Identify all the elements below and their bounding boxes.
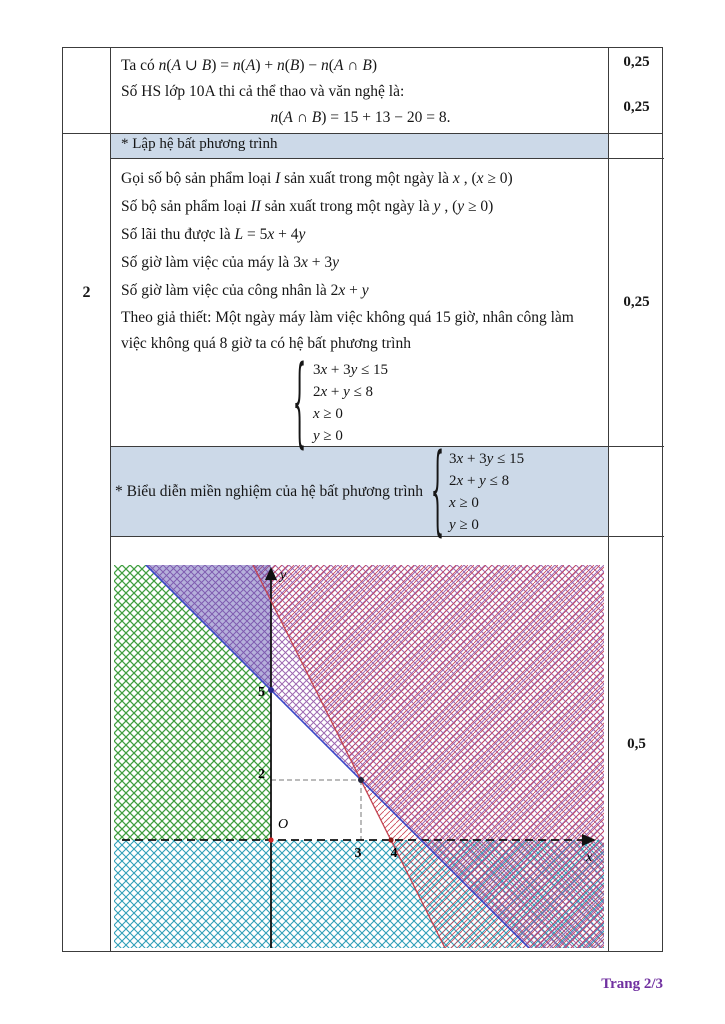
tick-label-y2: 2 — [258, 767, 265, 782]
tick-label-x3: 3 — [354, 846, 362, 861]
tick-label-y5: 5 — [258, 685, 265, 700]
question1-number-cell — [63, 48, 111, 133]
inequality-line: 3x + 3y ≤ 15 — [313, 362, 389, 378]
inequality-line: y ≥ 0 — [313, 428, 343, 444]
origin-point — [268, 837, 273, 842]
formula-union: n(A ∪ B) = n(A) + n(B) − n(A ∩ B) — [158, 57, 377, 74]
points-cell — [608, 159, 664, 446]
point-3-2 — [358, 777, 364, 783]
points-value: 0,25 — [623, 99, 650, 115]
inequality-system — [429, 434, 525, 549]
inequality-line: y ≥ 0 — [449, 516, 479, 533]
tick-label-x4: 4 — [390, 846, 398, 861]
points-value: 0,25 — [623, 54, 650, 70]
origin-label: O — [278, 817, 289, 832]
page-footer: Trang 2/3 — [601, 976, 663, 992]
subrow-header-lap-he — [111, 134, 664, 158]
header-band — [111, 434, 608, 549]
question1-solution-cell — [111, 48, 608, 133]
setup-text-cell — [111, 159, 608, 460]
system-lines — [313, 359, 388, 447]
inequality-line: 2x + y ≤ 8 — [313, 384, 374, 400]
solution-paragraph: Theo giả thiết: Một ngày máy làm việc không quá 15 giờ, nhân công làm việc không quá 8 giờ ta có hệ bất phương trình — [121, 309, 574, 352]
feasible-region-graph — [114, 565, 604, 948]
points-value: 0,25 — [623, 294, 650, 310]
row-question1-end — [63, 48, 662, 134]
inequality-line: x ≥ 0 — [313, 406, 343, 422]
header-band — [111, 134, 608, 158]
graph-cell — [111, 537, 608, 951]
left-brace: { — [292, 346, 307, 460]
question2-number: 2 — [63, 134, 111, 951]
inequality-line: 3x + 3y ≤ 15 — [449, 450, 525, 467]
solution-line: Số lãi thu được là L = 5x + 4y — [121, 226, 306, 243]
answer-key-table — [62, 47, 663, 952]
solution-line: Số giờ làm việc của máy là 3x + 3y — [121, 254, 339, 271]
solution-line: Ta có n(A ∪ B) = n(A) + n(B) − n(A ∩ B) — [121, 57, 377, 74]
row-question2 — [63, 134, 662, 951]
solution-line: Số bộ sản phẩm loại II sản xuất trong một ngày là y , (y ≥ 0) — [121, 198, 494, 215]
question2-content — [111, 134, 664, 951]
subrow-header-bieu-dien — [111, 434, 664, 549]
system-lines — [449, 448, 524, 536]
left-brace: { — [430, 434, 445, 549]
solution-line: Số HS lớp 10A thi cả thể thao và văn nghệ là: — [121, 83, 405, 100]
points-cell-empty — [608, 447, 664, 536]
points-cell-empty — [608, 134, 664, 158]
inequality-system — [291, 346, 598, 460]
solution-line: Số giờ làm việc của công nhân là 2x + y — [121, 282, 369, 299]
subrow-setup — [111, 158, 664, 460]
solution-line — [121, 105, 600, 131]
formula-intersection-result: n(A ∩ B) = 15 + 13 − 20 = 8. — [270, 109, 451, 126]
point-0-5 — [268, 687, 274, 693]
header-text: * Lập hệ bất phương trình — [121, 136, 278, 152]
points-cell — [608, 537, 664, 951]
x-axis-label: x — [586, 850, 593, 865]
y-axis-label: y — [280, 568, 287, 583]
points-cell — [608, 48, 664, 133]
inequality-line: x ≥ 0 — [449, 494, 479, 511]
header-text: * Biểu diễn miền nghiệm của hệ bất phương trình — [115, 482, 424, 500]
points-value: 0,5 — [627, 735, 646, 752]
inequality-line: 2x + y ≤ 8 — [449, 472, 510, 489]
subrow-graph — [111, 536, 664, 951]
point-4-0 — [388, 837, 393, 842]
solution-line: Gọi số bộ sản phẩm loại I sản xuất trong một ngày là x , (x ≥ 0) — [121, 170, 513, 187]
